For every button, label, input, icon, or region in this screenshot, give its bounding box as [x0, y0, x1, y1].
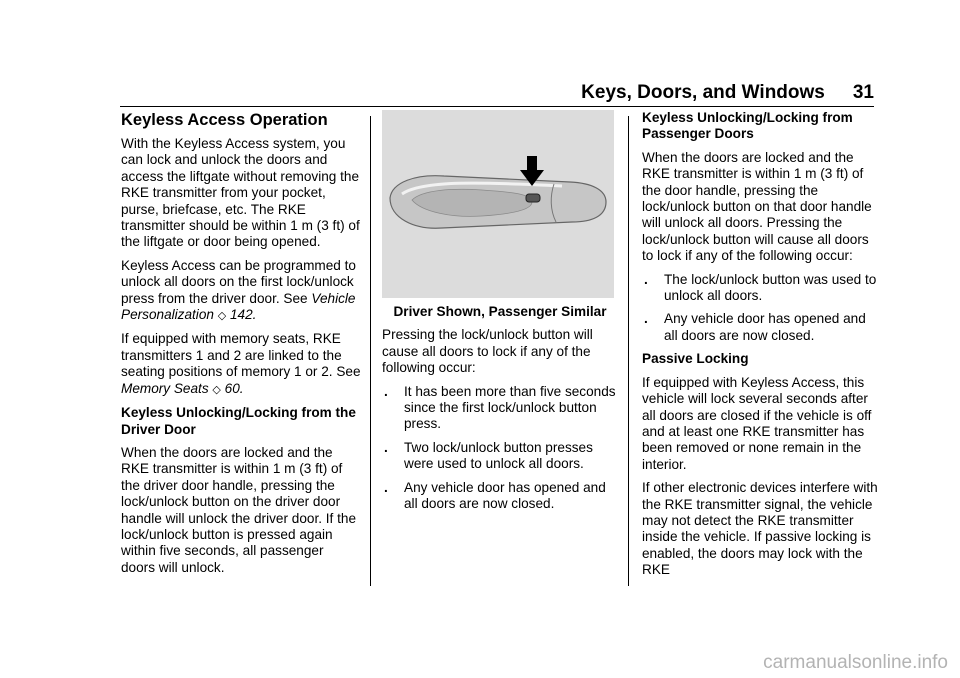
paragraph: [121, 258, 361, 325]
list-item-text: The lock/unlock button was used to unlock all doors.: [664, 271, 877, 304]
list-item-text: Any vehicle door has opened and all doors are now closed.: [404, 479, 606, 512]
subheading: Keyless Unlocking/Locking from Passenger Doors: [642, 110, 853, 142]
page-header: [581, 82, 874, 106]
column-1: [121, 110, 361, 583]
door-handle-figure: [382, 110, 614, 298]
list-item-text: Any vehicle door has opened and all doors are now closed.: [664, 311, 866, 343]
list-item: [382, 480, 618, 513]
paragraph: If equipped with Keyless Access, this vehicle will lock several seconds after all doors are closed if the vehicle is off and at least one RKE transmitter has been removed or none remain in the interior.: [642, 374, 872, 472]
column-divider: [628, 116, 629, 586]
page-number: 31: [852, 82, 874, 103]
cross-reference-link[interactable]: Vehicle Personalization: [121, 290, 356, 323]
page-ref-icon: ◇: [217, 309, 227, 323]
subheading: Passive Locking: [642, 351, 749, 367]
paragraph-text: If equipped with memory seats, RKE transmitters 1 and 2 are linked to the seating positions of memory 1 or 2. See: [121, 331, 361, 380]
paragraph-text: Keyless Access can be programmed to unlock all doors on the first lock/unlock press from the driver door. See: [121, 257, 356, 306]
bullet-icon: .: [384, 439, 388, 455]
list-item: [382, 384, 618, 433]
column-3: [642, 110, 882, 586]
cross-reference-link[interactable]: Memory Seats: [121, 380, 209, 396]
paragraph: If other electronic devices interfere with the RKE transmitter signal, the vehicle may not detect the RKE transmitter inside the vehicle. If passive locking is enabled, the doors may lock with the RKE: [642, 480, 878, 578]
list-item: [642, 311, 882, 344]
page-ref-number[interactable]: 142.: [229, 307, 257, 323]
paragraph: When the doors are locked and the RKE transmitter is within 1 m (3 ft) of the door handle, pressing the lock/unlock button on that door handle will unlock all doors. Pressing the lock/unlock button will cause all doors to lock if any of the following occur:: [642, 149, 872, 264]
paragraph: When the doors are locked and the RKE transmitter is within 1 m (3 ft) of the driver door handle, pressing the lock/unlock button on the driver door handle will unlock the driver door. If the lock/unlock button is pressed again within five seconds, all passenger doors will unlock.: [121, 444, 357, 575]
bullet-icon: .: [644, 311, 648, 327]
list-item-text: Two lock/unlock button presses were used to unlock all doors.: [404, 439, 593, 472]
list-item: [382, 440, 618, 473]
page-ref-icon: ◇: [212, 382, 221, 396]
header-rule: [120, 106, 874, 107]
list-item-text: It has been more than five seconds since the first lock/unlock button press.: [404, 383, 616, 432]
header-section-title: Keys, Doors, and Windows: [581, 82, 825, 103]
subheading: Keyless Unlocking/Locking from the Driver Door: [121, 405, 356, 437]
watermark: carmanualsonline.info: [763, 652, 948, 673]
figure-caption: Driver Shown, Passenger Similar: [393, 304, 607, 319]
section-title: Keyless Access Operation: [121, 111, 328, 129]
door-handle-illustration-icon: [382, 110, 614, 298]
paragraph: With the Keyless Access system, you can lock and unlock the doors and access the liftgate without removing the RKE transmitter from your pocket, purse, briefcase, etc. The RKE transmitter should be within 1 m (3 ft) of the liftgate or door being opened.: [121, 136, 360, 250]
paragraph: Pressing the lock/unlock button will cause all doors to lock if any of the following occur:: [382, 327, 593, 376]
column-divider: [370, 116, 371, 586]
list-item: [642, 272, 882, 305]
bullet-icon: .: [384, 383, 388, 399]
column-2: [382, 110, 618, 519]
bullet-icon: .: [644, 271, 648, 287]
bullet-icon: .: [384, 479, 388, 495]
page-ref-number[interactable]: 60.: [224, 380, 244, 396]
paragraph: [121, 331, 361, 398]
